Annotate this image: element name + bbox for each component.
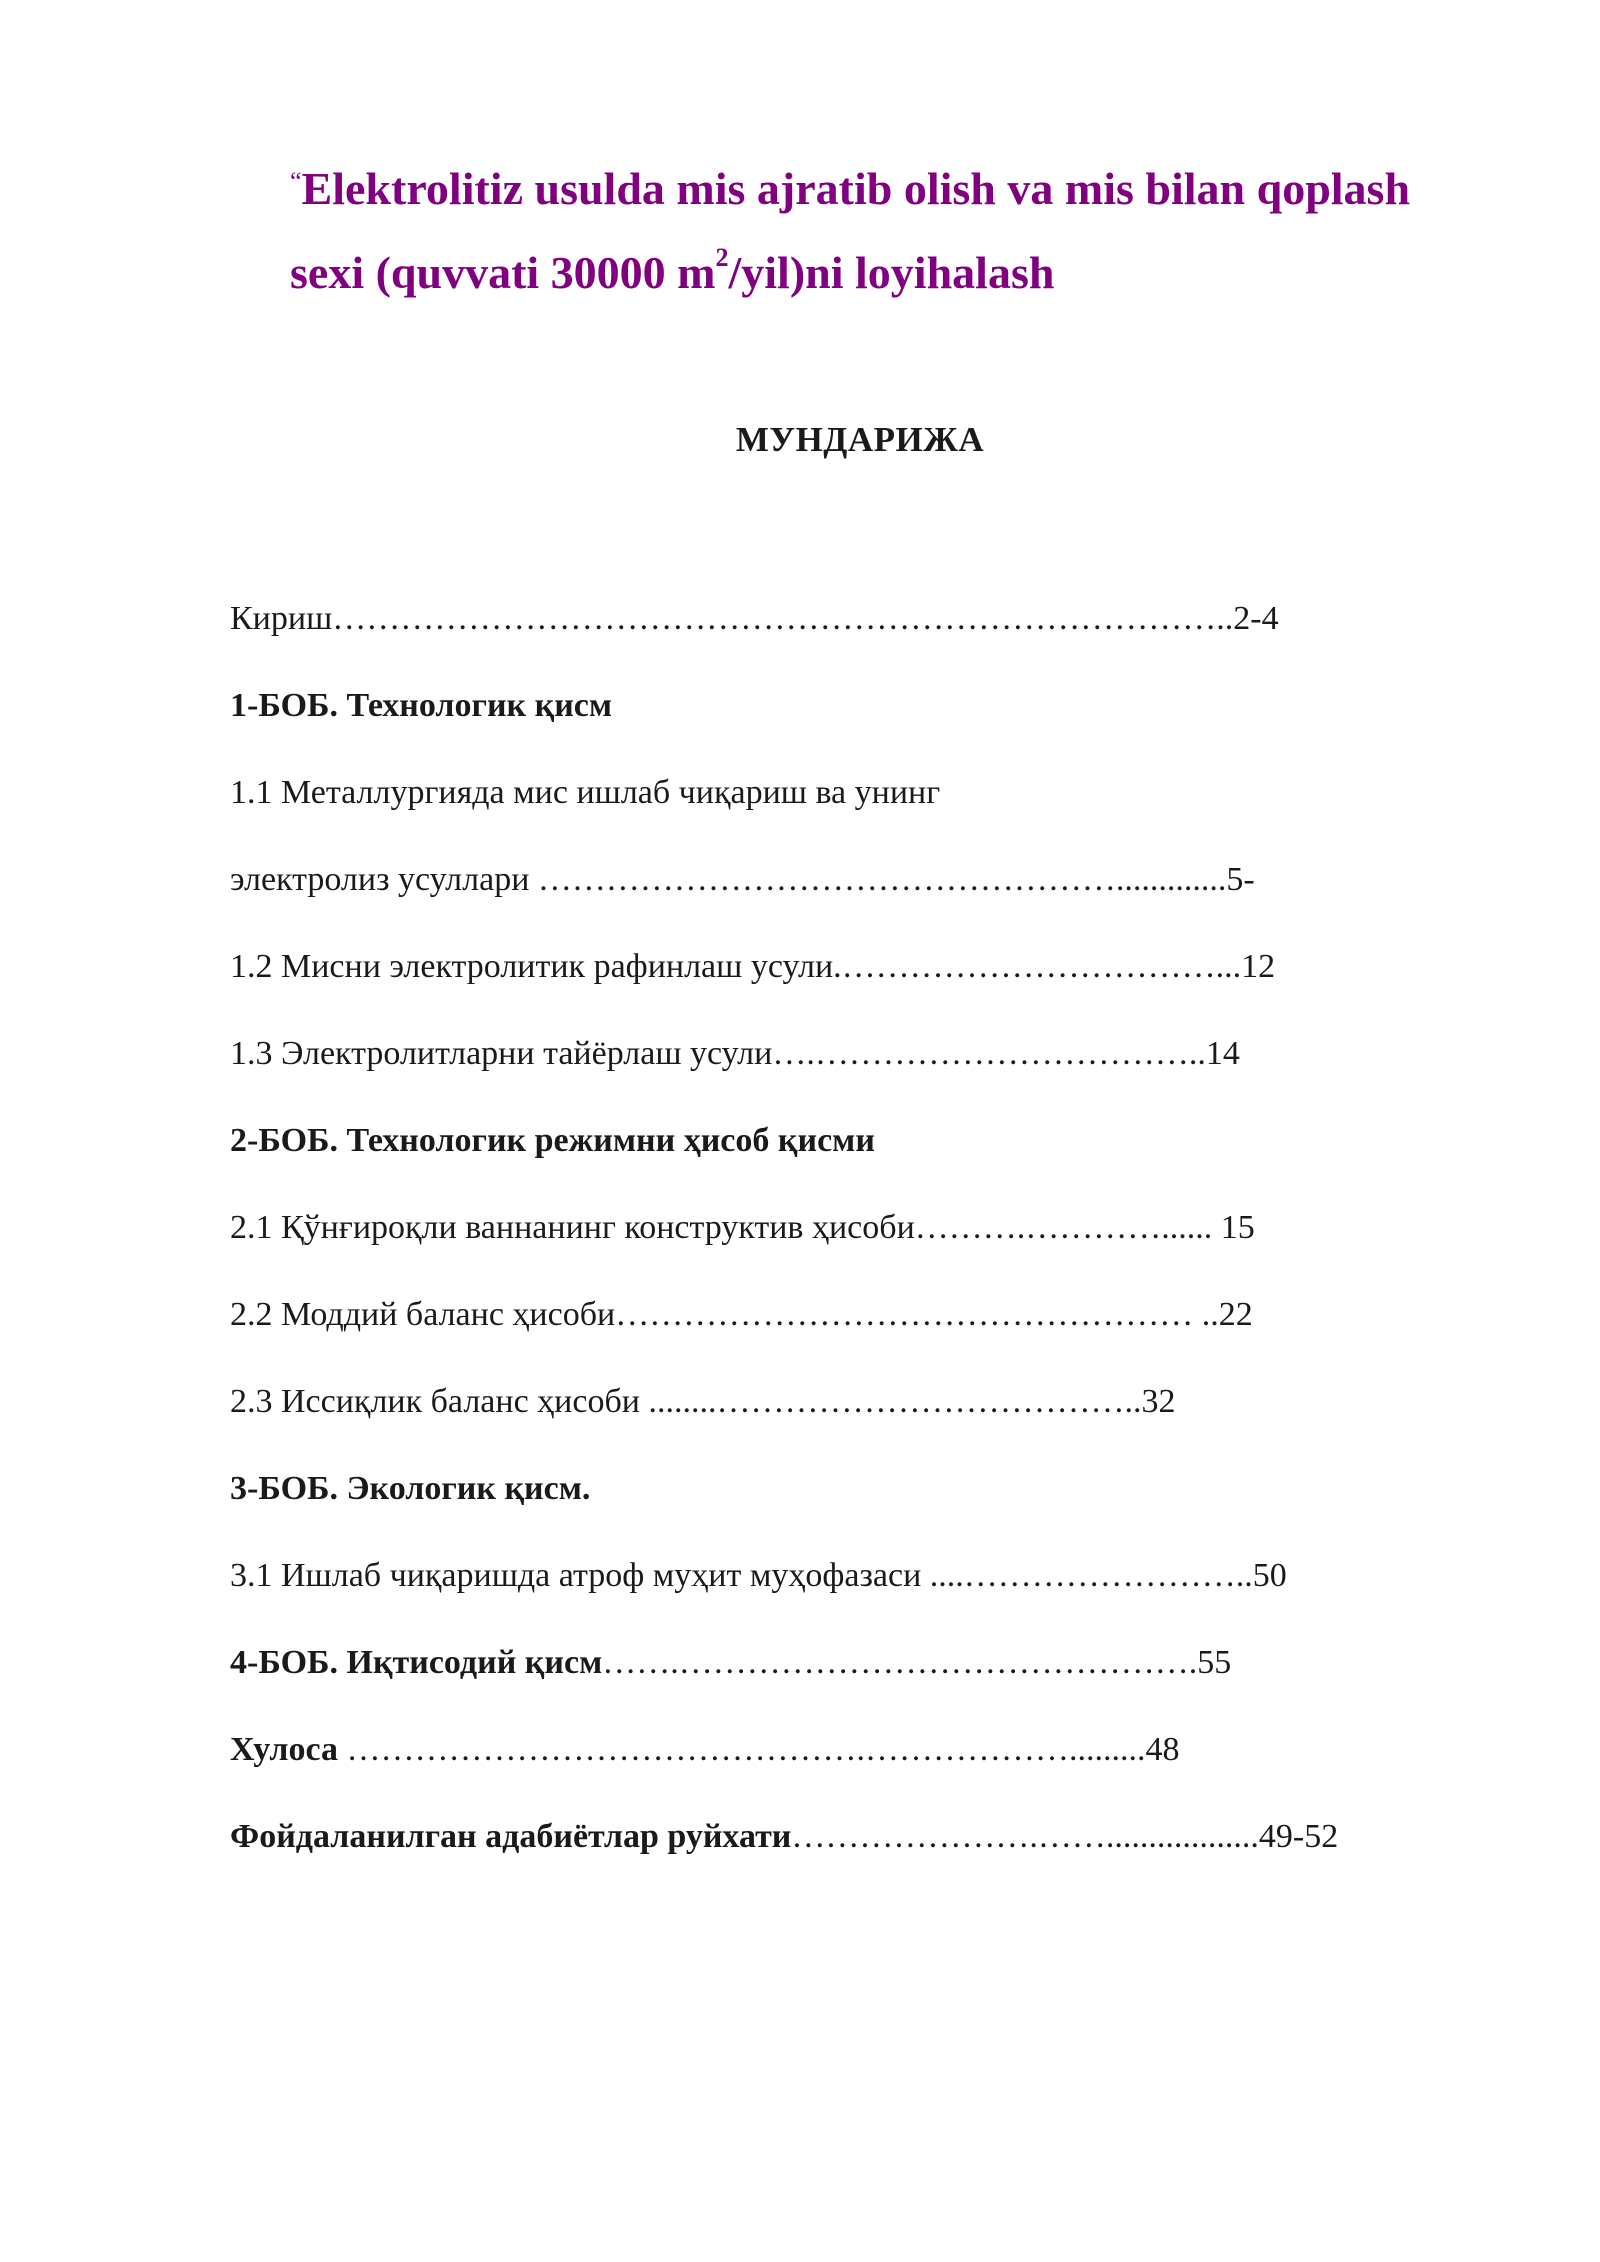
toc-entry	[230, 848, 1530, 935]
toc-entry-text: 2.3 Иссиқлик баланс ҳисоби	[230, 1383, 640, 1420]
toc-entry-leader: ……….…………...... 15	[914, 1209, 1255, 1246]
toc-entry	[230, 1805, 1530, 1892]
toc-entry-text: 3.1 Ишлаб чиқаришда атроф муҳит муҳофазаси	[230, 1557, 922, 1594]
toc-entry	[230, 1544, 1530, 1631]
toc-entry	[230, 1370, 1530, 1457]
toc-entry-text: 2.2 Моддий баланс ҳисоби	[230, 1296, 616, 1333]
toc-entry-leader: ……………………………………………………………………..2-4	[332, 600, 1279, 637]
toc-entry-text: 3-БОБ. Экологик қисм.	[230, 1470, 591, 1507]
title-line-2-text-b: /yil)ni loyihalash	[728, 247, 1055, 298]
toc-entry	[230, 1283, 1530, 1370]
toc-entry-text: 1.3 Электролитларни тайёрлаш усули	[230, 1035, 773, 1072]
toc-entry-text: 1-БОБ. Технологик қисм	[230, 687, 613, 724]
toc-entry-text: Хулоса	[230, 1731, 338, 1768]
title-superscript: 2	[715, 243, 729, 272]
toc-entry	[230, 1718, 1530, 1805]
toc-entry-leader: ........………………………………..32	[639, 1383, 1176, 1420]
toc-entry-text: электролиз усуллари	[230, 861, 530, 898]
toc-entry	[230, 761, 1530, 848]
title-line-1	[290, 140, 1550, 231]
table-of-contents	[230, 587, 1530, 1892]
toc-entry	[230, 587, 1530, 674]
toc-entry-text: Кириш	[230, 600, 333, 637]
title-line-2	[290, 231, 1550, 315]
title-open-quote: “	[290, 167, 302, 196]
toc-entry-text: 2.1 Қўнғироқли ваннанинг конструктив ҳисоби	[230, 1209, 915, 1246]
toc-entry	[230, 674, 1530, 761]
toc-entry-leader: ….……………………………..14	[772, 1035, 1240, 1072]
title-line-2-text-a: sexi (quvvati 30000 m	[290, 247, 716, 298]
toc-entry-text: 2-БОБ. Технологик режимни ҳисоб қисми	[230, 1122, 875, 1159]
toc-entry-leader: ……………………………………….……………….........48	[338, 1731, 1180, 1768]
toc-entry	[230, 1109, 1530, 1196]
toc-entry-leader: …………………………………………… ..22	[615, 1296, 1253, 1333]
toc-entry-leader: …….……………………………………….55	[602, 1644, 1232, 1681]
toc-entry-text: 1.2 Мисни электролитик рафинлаш усули	[230, 948, 834, 985]
toc-entry-leader: …………………………………………….............5-	[529, 861, 1255, 898]
title-line-1-text: Elektrolitiz usulda mis ajratib olish va mis bilan qoplash	[301, 163, 1411, 214]
toc-entry-leader: ....……………………..50	[921, 1557, 1287, 1594]
toc-entry	[230, 1022, 1530, 1109]
toc-entry-text: 1.1 Металлургияда мис ишлаб чиқариш ва унинг	[230, 774, 941, 811]
document-title	[290, 140, 1550, 315]
toc-entry-leader: .……………………………...12	[833, 948, 1276, 985]
toc-entry-text: 4-БОБ. Иқтисодий қисм	[230, 1644, 603, 1681]
toc-entry	[230, 1631, 1530, 1718]
toc-entry	[230, 1196, 1530, 1283]
toc-entry	[230, 1457, 1530, 1544]
toc-entry-text: Фойдаланилган адабиётлар руйхати	[230, 1818, 792, 1855]
toc-heading: МУНДАРИЖА	[735, 420, 985, 459]
toc-entry-leader: ………………….……..................49-52	[791, 1818, 1339, 1855]
toc-entry	[230, 935, 1530, 1022]
